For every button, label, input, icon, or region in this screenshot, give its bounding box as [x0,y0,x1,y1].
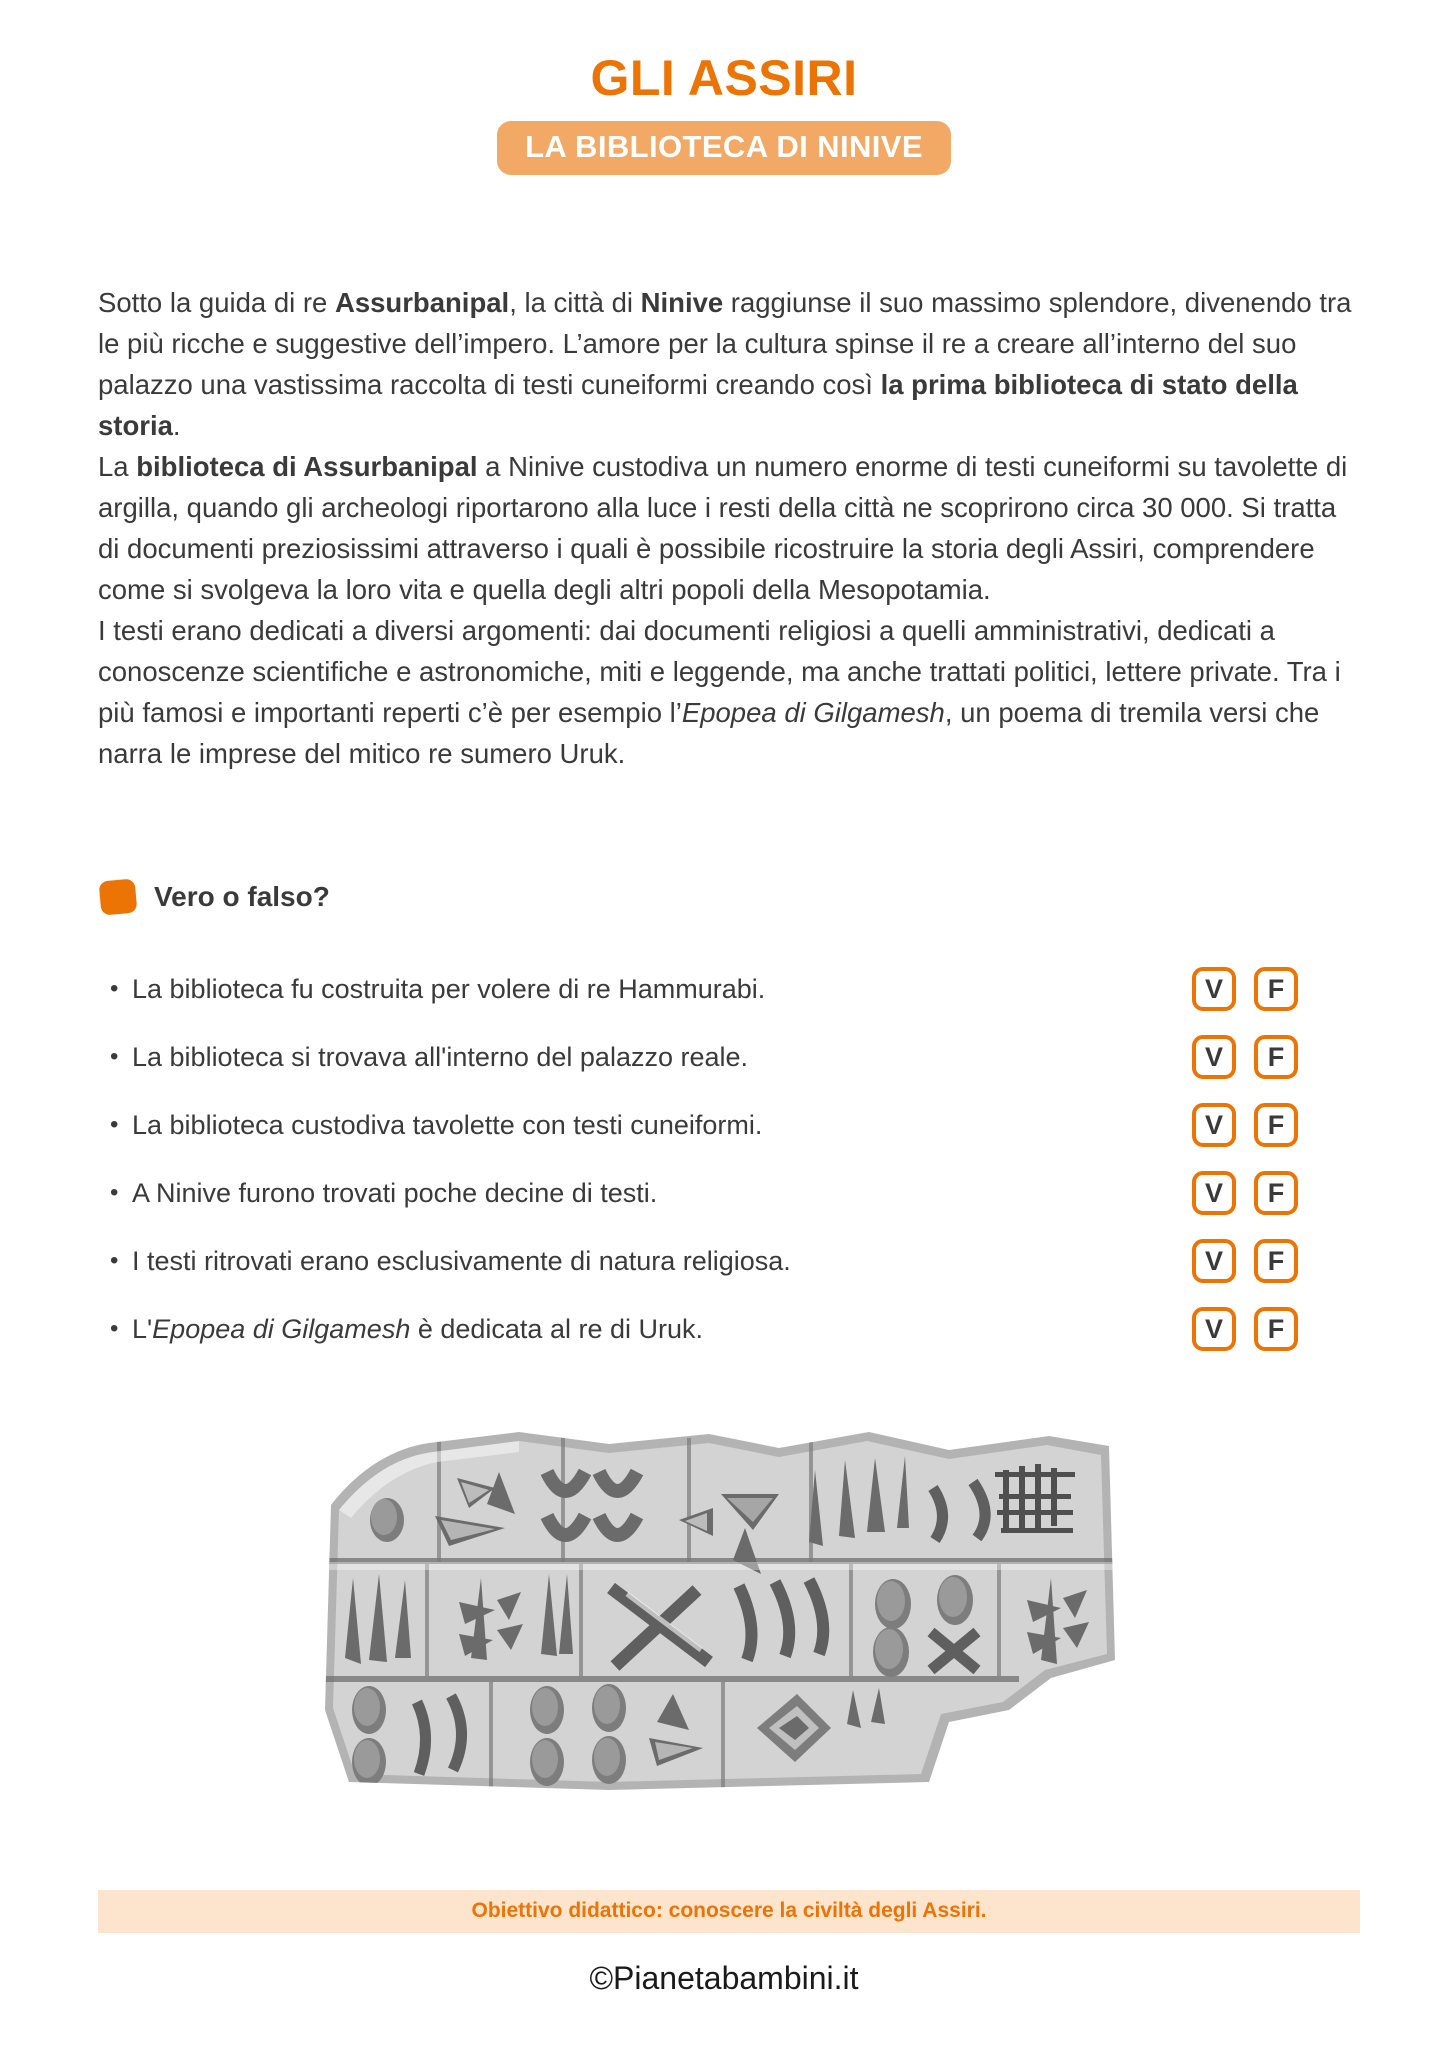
answer-boxes [1166,1103,1298,1147]
tablet-cell-divider [425,1564,429,1676]
tablet-cell-divider [721,1682,725,1792]
question-text [132,1177,1166,1209]
tablet-cell-divider [997,1564,1001,1676]
question-row [110,1091,1360,1159]
tablet-cell-divider [849,1564,853,1676]
question-text [132,1313,1166,1345]
p1-bold-ninive: Ninive [640,287,724,318]
objective-band: Obiettivo didattico: conoscere la civiltà degli Assiri. [98,1890,1360,1933]
answer-true-box[interactable]: V [1192,1103,1236,1147]
question-text-main: La biblioteca si trovava all'interno del palazzo reale. [132,1041,749,1072]
answer-boxes [1166,1239,1298,1283]
question-row [110,1227,1360,1295]
question-row [110,955,1360,1023]
tablet-cell-divider [687,1438,691,1562]
lesson-text-block [98,282,1360,774]
p2-text-c: a Ninive custodiva un numero enorme di testi cuneiformi su tavolette di argilla, quando gli archeologi riportarono alla luce i resti della città ne scoprirono circa 30 000. Si tratta di documenti preziosissimi attraverso i quali è possibile ricostruire la storia degli Assiri, comprendere come si svolgeva la loro vita e quella degli altri popoli della Mesopotamia. [98,451,1348,605]
illustration-container [0,1410,1448,1800]
p2-text-a: La [98,451,137,482]
tablet-row-divider [319,1676,1019,1682]
question-text [132,1109,1166,1141]
question-text [132,1041,1166,1073]
question-row [110,1159,1360,1227]
question-text-tail: è dedicata al re di Uruk. [410,1313,703,1344]
question-text-main: L' [132,1313,153,1344]
bullet-icon: • [110,975,119,1002]
p2-bold-biblioteca: biblioteca di Assurbanipal [136,451,478,482]
question-text-main: La biblioteca custodiva tavolette con testi cuneiformi. [132,1109,763,1140]
p3-text-a: I testi erano dedicati a diversi argomenti: dai documenti religiosi a quelli amministrativi, dedicati a conoscenze scientifiche e astronomiche, miti e leggende, ma anche trattati politici, lettere private. Tra i più famosi e importanti reperti c’è per esempio l’ [98,615,1341,728]
answer-true-box[interactable]: V [1192,1307,1236,1351]
answer-boxes [1166,1171,1298,1215]
question-text [132,1245,1166,1277]
cuneiform-tablet-icon [309,1410,1139,1800]
question-row [110,1023,1360,1091]
answer-true-box[interactable]: V [1192,1239,1236,1283]
answer-false-box[interactable]: F [1254,1035,1298,1079]
bullet-icon: • [110,1111,119,1138]
answer-true-box[interactable]: V [1192,967,1236,1011]
subtitle-banner: LA BIBLIOTECA DI NINIVE [497,121,951,176]
p1-text-d: raggiunse il suo massimo splendore, divenendo tra le più ricche e suggestive dell’impero. L’amore per la cultura spinse il re a creare all’interno del suo palazzo una vastissima raccolta di testi cuneiformi creando così [98,287,1352,400]
answer-true-box[interactable]: V [1192,1171,1236,1215]
bullet-icon: • [110,1043,119,1070]
tablet-cell-divider [579,1564,583,1676]
question-text-main: A Ninive furono trovati poche decine di testi. [132,1177,658,1208]
true-false-question-list [110,955,1360,1363]
paragraph-1 [98,282,1360,774]
answer-false-box[interactable]: F [1254,967,1298,1011]
question-text-italic: Epopea di Gilgamesh [152,1313,411,1344]
p1-text-e: . [172,410,181,441]
answer-boxes [1166,967,1298,1011]
answer-false-box[interactable]: F [1254,1103,1298,1147]
p1-bold-prima-biblioteca: la prima biblioteca di stato della storia [98,369,1298,441]
answer-false-box[interactable]: F [1254,1239,1298,1283]
answer-false-box[interactable]: F [1254,1307,1298,1351]
tablet-cell-divider [489,1682,493,1792]
answer-false-box[interactable]: F [1254,1171,1298,1215]
question-text-main: La biblioteca fu costruita per volere di re Hammurabi. [132,973,766,1004]
answer-true-box[interactable]: V [1192,1035,1236,1079]
p1-bold-assurbanipal: Assurbanipal [334,287,510,318]
question-text [132,973,1166,1005]
tablet-body [333,1441,1107,1782]
tablet-cell-divider [561,1436,565,1562]
answer-boxes [1166,1035,1298,1079]
p1-text-a: Sotto la guida di re [98,287,335,318]
copyright-text: ©Pianetabambini.it [589,1960,859,1996]
bullet-icon: • [110,1179,119,1206]
p3-text-b: , un poema di tremila versi che narra le imprese del mitico re sumero Uruk. [98,697,1320,769]
answer-boxes [1166,1307,1298,1351]
question-text-main: I testi ritrovati erano esclusivamente di natura religiosa. [132,1245,791,1276]
bullet-icon: • [110,1247,119,1274]
exercise-heading-label: Vero o falso? [154,881,330,912]
bullet-icon: • [110,1315,119,1342]
page-header [0,0,1448,175]
p3-italic-epopea: Epopea di Gilgamesh [681,697,945,728]
p1-text-c: , la città di [509,287,641,318]
orange-square-icon [99,878,138,915]
question-row [110,1295,1360,1363]
exercise-heading [100,880,330,914]
page-title: GLI ASSIRI [590,50,858,106]
tablet-cell-divider [809,1436,813,1562]
